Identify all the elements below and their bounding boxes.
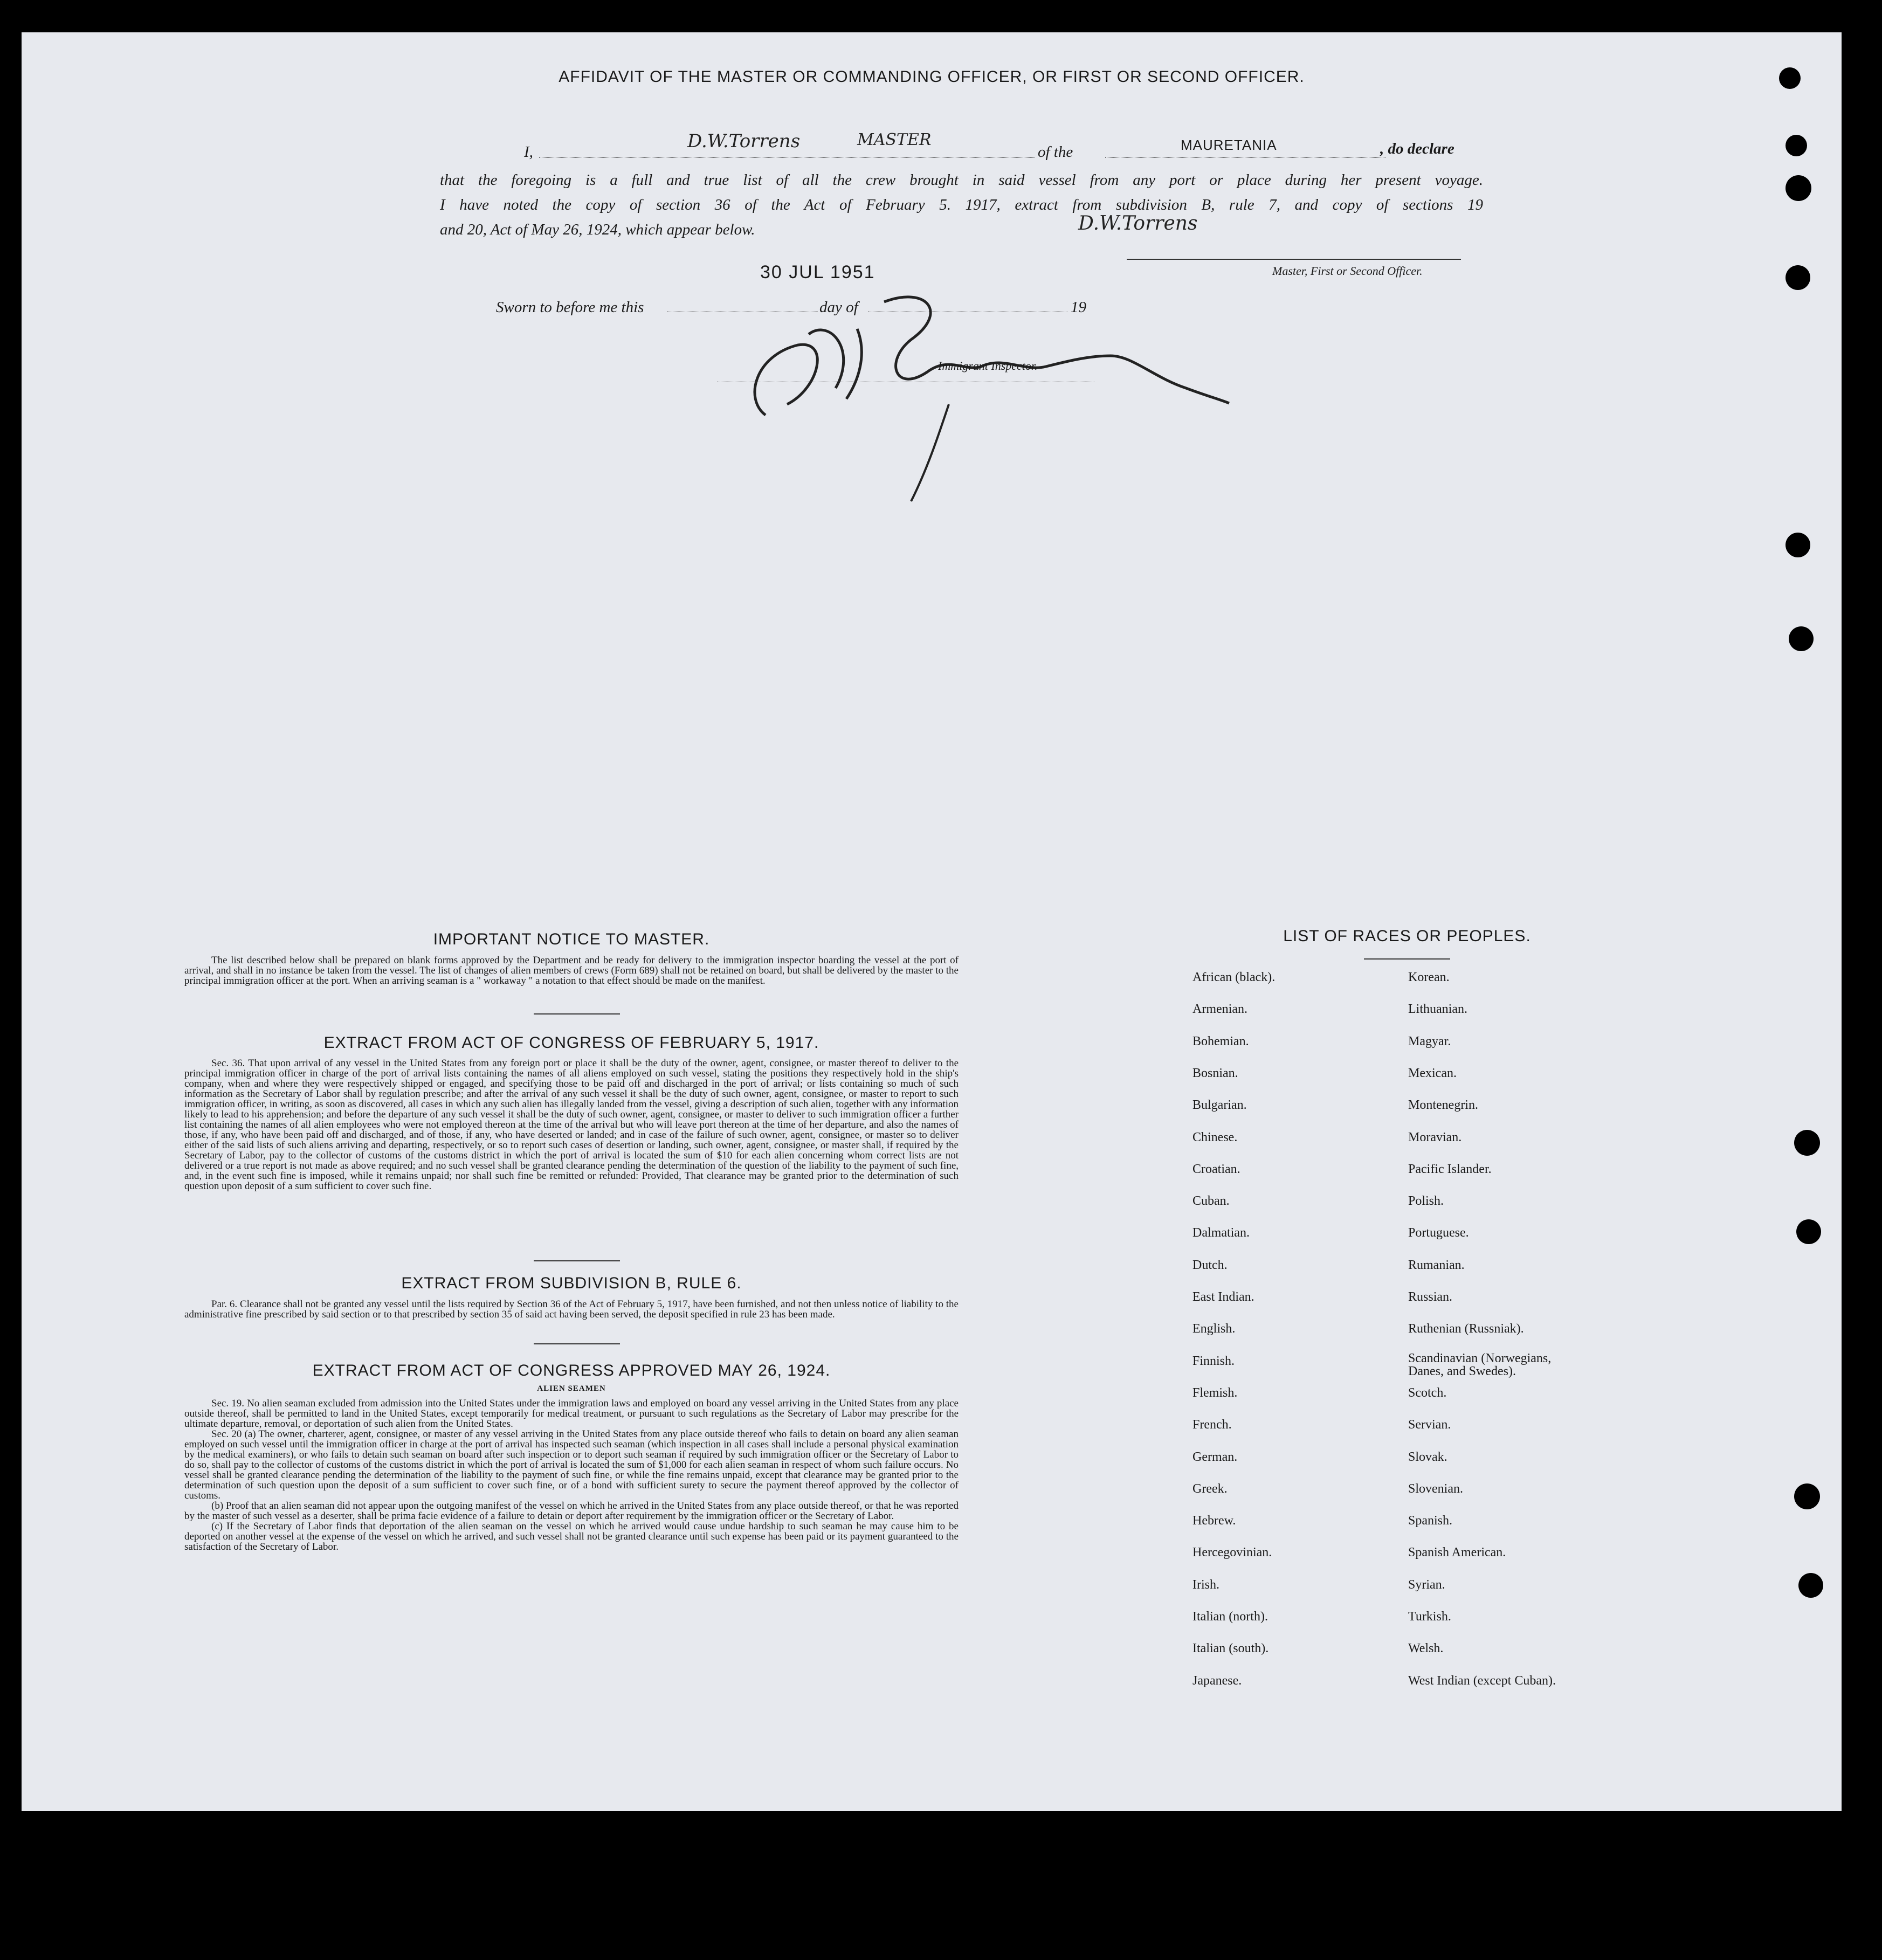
race-item: Bohemian. xyxy=(1192,1034,1249,1048)
rule6-body: Par. 6. Clearance shall not be granted any vessel until the lists required by Section 36 of the Act of February 5, 1917, have been furnished, and not then unless notice of liability to the administrative fine prescribed by said section or to that prescribed by section 35 of said act having been served, the deposit specified in rule 23 has been made. xyxy=(184,1299,959,1320)
alien-seamen-subtitle: ALIEN SEAMEN xyxy=(537,1384,606,1393)
race-item: Polish. xyxy=(1408,1194,1444,1209)
document-page xyxy=(22,32,1842,1811)
race-item: Pacific Islander. xyxy=(1408,1162,1492,1176)
inspector-signature-flourish xyxy=(722,264,1240,507)
master-signature: D.W.Torrens xyxy=(687,130,801,152)
race-item: Syrian. xyxy=(1408,1577,1445,1592)
race-item: Turkish. xyxy=(1408,1610,1451,1624)
race-item: Spanish. xyxy=(1408,1514,1453,1528)
race-item: Ruthenian (Russniak). xyxy=(1408,1322,1524,1336)
divider-1 xyxy=(534,1013,620,1014)
race-item: African (black). xyxy=(1192,970,1276,984)
punch-hole xyxy=(1798,1573,1823,1598)
race-item: Bulgarian. xyxy=(1192,1098,1247,1113)
punch-hole xyxy=(1789,626,1814,651)
extract-1924-title: EXTRACT FROM ACT OF CONGRESS APPROVED MAY 26, 1924. xyxy=(312,1362,831,1379)
officer-caption: Master, First or Second Officer. xyxy=(1272,264,1423,278)
affidavit-title: AFFIDAVIT OF THE MASTER OR COMMANDING OFFICER, OR FIRST OR SECOND OFFICER. xyxy=(559,68,1305,86)
year-prefix: 19 xyxy=(1071,299,1086,316)
rule6-title: EXTRACT FROM SUBDIVISION B, RULE 6. xyxy=(401,1274,742,1292)
extract-1924-body xyxy=(184,1398,959,1552)
race-item: Chinese. xyxy=(1192,1130,1238,1144)
divider-3 xyxy=(534,1343,620,1344)
race-item: Moravian. xyxy=(1408,1130,1462,1144)
race-item: Portuguese. xyxy=(1408,1226,1469,1240)
i-label: I, xyxy=(524,143,533,161)
race-item: Mexican. xyxy=(1408,1066,1457,1080)
race-item: Servian. xyxy=(1408,1418,1451,1432)
race-item: Rumanian. xyxy=(1408,1258,1465,1272)
punch-hole xyxy=(1786,135,1807,156)
race-item: Finnish. xyxy=(1192,1354,1235,1368)
race-item: Japanese. xyxy=(1192,1673,1242,1688)
date-stamp: 30 JUL 1951 xyxy=(760,262,875,282)
notice-body: The list described below shall be prepared on blank forms approved by the Department and be ready for delivery to the immigration inspector boarding the vessel at the port of arrival, and shall in no instance be taken from the vessel. The list of changes of alien members of crews (Form 689) shall not be retained on board, but shall be delivered by the master to the principal immigration officer at the port. When an arriving seaman is a " workaway " a notation to that effect should be made on the manifest. xyxy=(184,955,959,986)
sec-19-text: Sec. 19. No alien seaman excluded from admission into the United States under the immigration laws and employed on board any vessel arriving in the United States from any place outside thereof, shall be permitted to land in the United States, except temporarily for medical treatment, or pursuant to such regulations as the Secretary of Labor may prescribe for the ultimate departure, removal, or deportation of such alien from the United States. xyxy=(184,1398,959,1430)
master-signature-2: D.W.Torrens xyxy=(1078,212,1198,234)
race-item: Montenegrin. xyxy=(1408,1098,1478,1113)
sworn-label: Sworn to before me this xyxy=(496,299,644,316)
punch-hole xyxy=(1779,67,1801,89)
race-item: Italian (north). xyxy=(1192,1610,1268,1624)
race-item: Irish. xyxy=(1192,1577,1219,1592)
race-item: Bosnian. xyxy=(1192,1066,1238,1080)
sec-20a-text: Sec. 20 (a) The owner, charterer, agent, consignee, or master of any vessel arriving in the United States from any place outside thereof who fails to detain on board any alien seaman employed on such vessel until the immigration officer in charge at the port of arrival has inspected such seaman (which inspection in all cases shall include a personal physical examination by the medical examiners), or who fails to detain such seaman on board after such inspection or to deport such seaman if required by such immigration officer or the Secretary of Labor to do so, shall pay to the collector of customs of the customs district in which the port of arrival is located the sum of $1,000 for each alien seaman in respect of whom such failure occurs. No vessel shall be granted clearance pending the determination of the liability to the payment of such fine, or while the fine remains unpaid, except that clearance may be granted prior to the determination of such question upon the deposit of a sum sufficient to cover such fine, or of a bond with sufficient surety to secure the payment thereof approved by the collector of customs. xyxy=(184,1428,959,1501)
race-item: Slovak. xyxy=(1408,1450,1447,1464)
divider-2 xyxy=(534,1260,620,1261)
race-item: Magyar. xyxy=(1408,1034,1451,1048)
race-item: Dalmatian. xyxy=(1192,1226,1250,1240)
race-item: West Indian (except Cuban). xyxy=(1408,1673,1556,1688)
race-item: Scotch. xyxy=(1408,1385,1447,1400)
race-item: Korean. xyxy=(1408,970,1450,984)
declaration-line-3: I have noted the copy of section 36 of the Act of February 5. 1917, extract from subdivision B, rule 7, and copy of sections 19 xyxy=(440,196,1483,213)
signature-line xyxy=(1127,259,1461,260)
race-item: Italian (south). xyxy=(1192,1641,1269,1656)
races-right-column xyxy=(1408,970,1635,1725)
race-item: Spanish American. xyxy=(1408,1545,1506,1560)
race-item: Armenian. xyxy=(1192,1002,1247,1017)
race-item: Russian. xyxy=(1408,1290,1453,1304)
race-item: English. xyxy=(1192,1322,1236,1336)
races-left-column xyxy=(1192,970,1397,1725)
races-title: LIST OF RACES OR PEOPLES. xyxy=(1283,927,1531,945)
sec-20b-text: (b) Proof that an alien seaman did not appear upon the outgoing manifest of the vessel on which he arrived in the United States from any place outside thereof, or that he was reported by the master of such vessel as a deserter, shall be prima facie evidence of a failure to detain or deport after requirement by the immigration officer or the Secretary of Labor. xyxy=(184,1500,959,1522)
name-fill-line xyxy=(539,157,1035,158)
do-declare: , do declare xyxy=(1380,140,1454,157)
race-item: German. xyxy=(1192,1450,1238,1464)
notice-title: IMPORTANT NOTICE TO MASTER. xyxy=(433,930,710,948)
race-item: Dutch. xyxy=(1192,1258,1228,1272)
race-item: East Indian. xyxy=(1192,1290,1254,1304)
race-item: Scandinavian (Norwegians, Danes, and Swedes). xyxy=(1408,1351,1552,1378)
of-the-label: of the xyxy=(1038,143,1073,161)
punch-hole xyxy=(1794,1130,1820,1156)
extract-1917-title: EXTRACT FROM ACT OF CONGRESS OF FEBRUARY 5, 1917. xyxy=(323,1034,819,1052)
race-item: Lithuanian. xyxy=(1408,1002,1467,1017)
race-item: Cuban. xyxy=(1192,1194,1230,1209)
race-item: Hercegovinian. xyxy=(1192,1545,1272,1560)
race-item: Flemish. xyxy=(1192,1385,1238,1400)
inspector-caption: Immigrant Inspector. xyxy=(938,359,1038,372)
race-item: Hebrew. xyxy=(1192,1514,1236,1528)
extract-1917-body: Sec. 36. That upon arrival of any vessel in the United States from any foreign port or place it shall be the duty of the owner, agent, consignee, or master thereof to deliver to the principal immigration officer in charge of the port of arrival lists containing the names of all aliens employed on such vessel, stating the positions they respectively hold in the ship's company, when and where they were respectively shipped or engaged, and specifying those to be paid off and discharged in the port of arrival; or lists containing so much of such information as the Secretary of Labor shall by regulation prescribe; and after the arrival of any such vessel it shall be the duty of such owner, agent, consignee, or master to report to such immigration officer, in writing, as soon as discovered, all cases in which any such alien has illegally landed from the vessel, giving a description of such alien, together with any information likely to lead to his apprehension; and before the departure of any such vessel it shall be the duty of such owner, agent, consignee, or master to deliver to such immigration officer a further list containing the names of all alien employees who were not employed thereon at the time of the arrival but who will leave port thereon at the time of her departure, and also the names of those, if any, who have been paid off and discharged, and of those, if any, who have deserted or landed; and in case of the failure of such owner, agent, consignee, or master so to deliver either of the said lists of such aliens arriving and departing, respectively, or so to report such cases of desertion or landing, such owner, agent, consignee, or master shall, if required by the Secretary of Labor, pay to the collector of customs of the customs district in which the port of arrival is located the sum of $10 for each alien concerning whom correct lists are not delivered or a true report is not made as above required; and no such vessel shall be granted clearance pending the determination of the question of the liability to the payment of such fine, and, in the event such fine is imposed, while it remains unpaid; nor shall such fine be remitted or refunded: Provided, That clearance may be granted prior to the determination of such question upon deposit of a sum sufficient to cover such fine. xyxy=(184,1058,959,1192)
race-item: Welsh. xyxy=(1408,1641,1444,1656)
races-divider xyxy=(1364,958,1450,960)
race-item: Croatian. xyxy=(1192,1162,1240,1176)
declaration-line-4: and 20, Act of May 26, 1924, which appear below. xyxy=(440,221,755,238)
race-item: Slovenian. xyxy=(1408,1481,1463,1496)
punch-hole xyxy=(1796,1219,1821,1244)
punch-hole xyxy=(1786,533,1810,557)
race-item: Greek. xyxy=(1192,1481,1228,1496)
declaration-line-2: that the foregoing is a full and true list of all the crew brought in said vessel from any port or place during her present voyage. xyxy=(440,171,1483,189)
vessel-name: MAURETANIA xyxy=(1181,137,1277,153)
day-of-label: day of xyxy=(819,299,858,316)
punch-hole xyxy=(1786,175,1811,201)
punch-hole xyxy=(1786,265,1810,290)
vessel-fill-line xyxy=(1105,157,1385,158)
rank-handwritten: MASTER xyxy=(857,130,932,149)
punch-hole xyxy=(1794,1483,1820,1509)
race-item: French. xyxy=(1192,1418,1232,1432)
sec-20c-text: (c) If the Secretary of Labor finds that deportation of the alien seaman on the vessel on which he arrived would cause undue hardship to such seaman he may cause him to be deported on another vessel at the expense of the vessel on which he arrived, and such vessel shall not be granted clearance until such expense has been paid or its payment guaranteed to the satisfaction of the Secretary of Labor. xyxy=(184,1521,959,1552)
